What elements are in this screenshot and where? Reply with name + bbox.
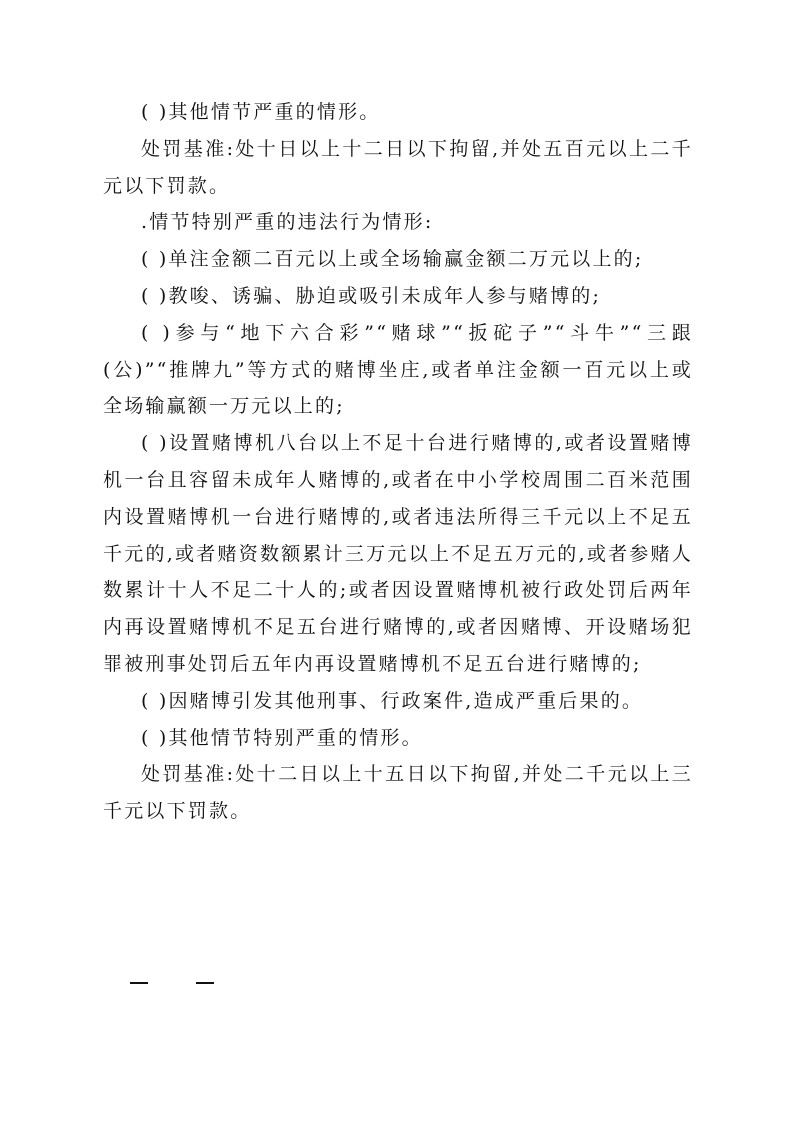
paragraph-other-especially-serious-case: ( )其他情节特别严重的情形。 [141,726,423,749]
footer-right-dash [196,982,214,984]
paragraph-penalty-standard-serious: 处罚基准:处十日以上十二日以下拘留,并处五百元以上二千元以下罚款。 [103,137,693,197]
paragraph-penalty-standard-especially-serious: 处罚基准:处十二日以上十五日以下拘留,并处二千元以上三千元以下罚款。 [103,763,693,823]
paragraph-single-bet-amount: ( )单注金额二百元以上或全场输赢金额二万元以上的; [141,248,644,271]
page-footer [130,970,220,994]
paragraph-serious-consequences: ( )因赌博引发其他刑事、行政案件,造成严重后果的。 [141,689,644,712]
document-body [103,94,693,830]
paragraph-gambling-machines: ( )设置赌博机八台以上不足十台进行赌博的,或者设置赌博机一台且容留未成年人赌博的,或者在中小学校周围二百米范围内设置赌博机一台进行赌博的,或者违法所得三千元以上不足五千元的,或者赌资数额累计三万元以上不足五万元的,或者参赌人数累计十人不足二十人的;或者因设置赌博机被行政处罚后两年内再设置赌博机不足五台进行赌博的,或者因赌博、开设赌场犯罪被刑事处罚后五年内再设置赌博机不足五台进行赌博的; [103,432,693,675]
paragraph-minor-involvement: ( )教唆、诱骗、胁迫或吸引未成年人参与赌博的; [141,284,602,307]
paragraph-especially-serious-heading: .情节特别严重的违法行为情形: [141,211,434,234]
footer-left-dash [130,982,148,984]
paragraph-other-serious-case: ( )其他情节严重的情形。 [141,101,381,123]
paragraph-banker-gambling: ( )参与“地下六合彩”“赌球”“扳砣子”“斗牛”“三跟(公)”“推牌九”等方式的赌博坐庄,或者单注金额一百元以上或全场输赢额一万元以上的; [103,321,693,418]
